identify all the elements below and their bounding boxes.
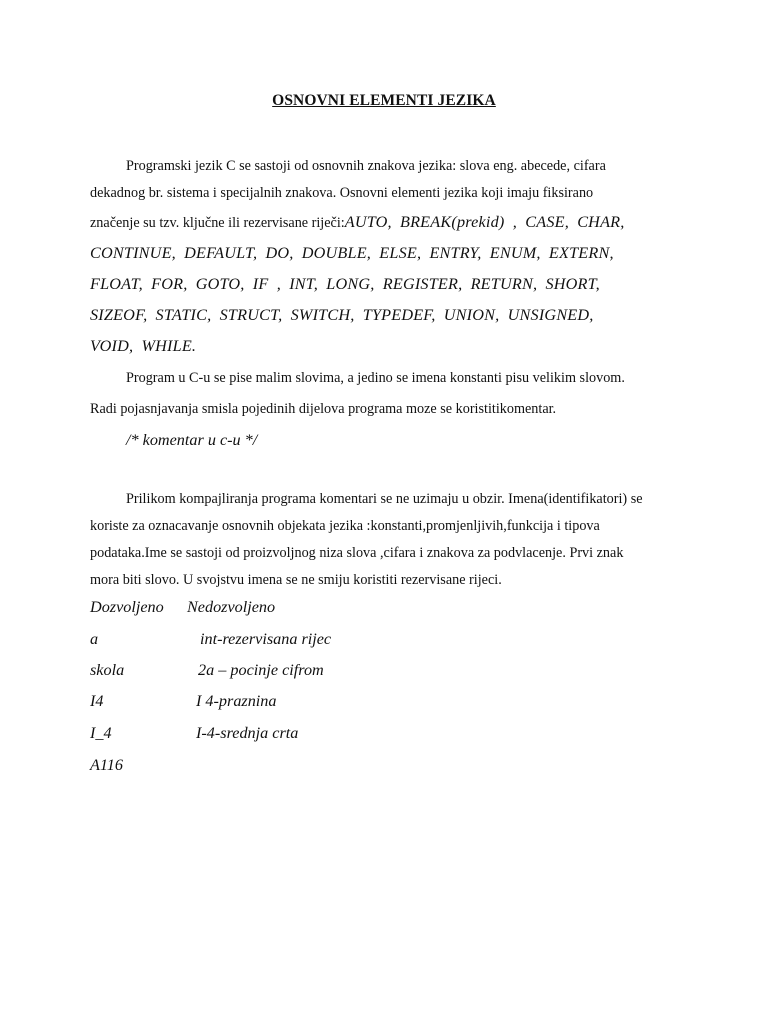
intro-line-3: [90, 213, 625, 232]
names-table: [90, 598, 490, 788]
intro-line-3-text: značenje su tzv. ključne ili rezervisane riječi:: [90, 215, 345, 231]
identifiers-line-3: podataka.Ime se sastoji od proizvoljnog niza slova ,cifara i znakova za podvlacenje. Prvi znak: [90, 545, 624, 561]
comment-example: /* komentar u c-u */: [126, 431, 258, 449]
header-not-allowed: Nedozvoljeno: [187, 598, 276, 616]
not-allowed-name: I-4-srednja crta: [196, 724, 299, 742]
keywords-line-2: CONTINUE, DEFAULT, DO, DOUBLE, ELSE, ENTRY, ENUM, EXTERN,: [90, 244, 614, 262]
program-line-1: Program u C-u se pise malim slovima, a jedino se imena konstanti pisu velikim slovom.: [126, 370, 625, 386]
identifiers-line-4: mora biti slovo. U svojstvu imena se ne smiju koristiti rezervisane rijeci.: [90, 572, 502, 588]
keywords-line-4: SIZEOF, STATIC, STRUCT, SWITCH, TYPEDEF, UNION, UNSIGNED,: [90, 306, 594, 324]
keywords-line-5: VOID, WHILE.: [90, 337, 197, 355]
program-line-2: Radi pojasnjavanja smisla pojedinih dijelova programa moze se koristitikomentar.: [90, 401, 557, 417]
not-allowed-name: int-rezervisana rijec: [200, 630, 332, 648]
identifiers-line-1: Prilikom kompajliranja programa komentari se ne uzimaju u obzir. Imena(identifikatori) se: [126, 491, 643, 507]
not-allowed-name: 2a – pocinje cifrom: [198, 661, 324, 679]
header-allowed: Dozvoljeno: [90, 598, 164, 616]
allowed-name: A116: [90, 756, 123, 774]
allowed-name: I4: [90, 692, 104, 710]
document-title: OSNOVNI ELEMENTI JEZIKA: [272, 92, 496, 109]
allowed-name: a: [90, 630, 99, 648]
keywords-line-3: FLOAT, FOR, GOTO, IF , INT, LONG, REGISTER, RETURN, SHORT,: [90, 275, 600, 293]
identifiers-line-2: koriste za oznacavanje osnovnih objekata jezika :konstanti,promjenljivih,funkcija i tipova: [90, 518, 600, 534]
not-allowed-name: I 4-praznina: [196, 692, 277, 710]
allowed-name: I_4: [90, 724, 112, 742]
keywords-line-1: AUTO, BREAK(prekid) , CASE, CHAR,: [344, 213, 625, 231]
allowed-name: skola: [90, 661, 125, 679]
intro-line-1: Programski jezik C se sastoji od osnovnih znakova jezika: slova eng. abecede, cifara: [126, 158, 606, 174]
intro-line-2: dekadnog br. sistema i specijalnih znakova. Osnovni elementi jezika koji imaju fiksirano: [90, 185, 594, 201]
